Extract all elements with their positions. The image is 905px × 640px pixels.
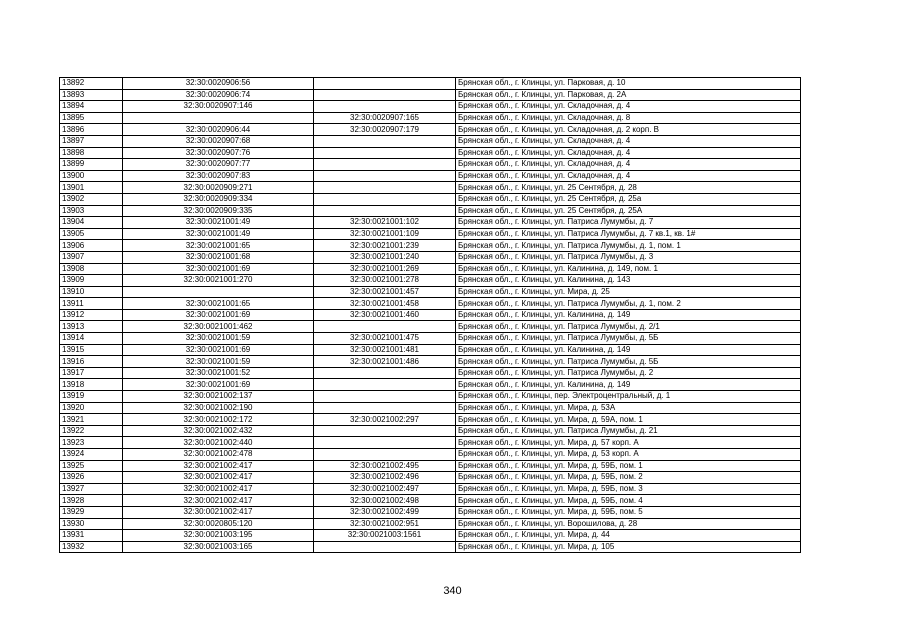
parcel-number-cell xyxy=(314,182,456,194)
table-row xyxy=(60,228,801,240)
cadastral-number-cell: 32:30:0021001:69 xyxy=(123,379,314,391)
address-cell: Брянская обл., г. Клинцы, ул. Складочная, д. 8 xyxy=(456,112,801,124)
cadastral-number-cell: 32:30:0021003:165 xyxy=(123,541,314,553)
table-row xyxy=(60,518,801,530)
table-row xyxy=(60,449,801,461)
cadastral-number-cell: 32:30:0021002:478 xyxy=(123,449,314,461)
cadastral-number-cell: 32:30:0021001:69 xyxy=(123,344,314,356)
cadastral-number-cell: 32:30:0021002:137 xyxy=(123,391,314,403)
cadastral-number-cell: 32:30:0021001:49 xyxy=(123,217,314,229)
cadastral-number-cell: 32:30:0021003:195 xyxy=(123,530,314,542)
cadastral-number-cell: 32:30:0021002:417 xyxy=(123,472,314,484)
parcel-number-cell: 32:30:0021002:497 xyxy=(314,483,456,495)
address-cell: Брянская обл., г. Клинцы, ул. 25 Сентября, д. 28 xyxy=(456,182,801,194)
address-cell: Брянская обл., г. Клинцы, ул. Патриса Лумумбы, д. 7 xyxy=(456,217,801,229)
address-cell: Брянская обл., г. Клинцы, ул. Мира, д. 59Б, пом. 3 xyxy=(456,483,801,495)
address-cell: Брянская обл., г. Клинцы, ул. Складочная, д. 4 xyxy=(456,135,801,147)
cadastral-number-cell: 32:30:0021002:432 xyxy=(123,425,314,437)
parcel-number-cell xyxy=(314,135,456,147)
row-number-cell: 13893 xyxy=(60,89,123,101)
address-cell: Брянская обл., г. Клинцы, ул. Мира, д. 59Б, пом. 5 xyxy=(456,506,801,518)
address-cell: Брянская обл., г. Клинцы, ул. Складочная, д. 4 xyxy=(456,101,801,113)
parcel-number-cell: 32:30:0021001:457 xyxy=(314,286,456,298)
table-row xyxy=(60,356,801,368)
row-number-cell: 13905 xyxy=(60,228,123,240)
address-cell: Брянская обл., г. Клинцы, ул. Калинина, д. 143 xyxy=(456,275,801,287)
row-number-cell: 13907 xyxy=(60,251,123,263)
address-cell: Брянская обл., г. Клинцы, ул. Мира, д. 57 корп. А xyxy=(456,437,801,449)
table-row xyxy=(60,124,801,136)
address-cell: Брянская обл., г. Клинцы, ул. Парковая, д. 2А xyxy=(456,89,801,101)
cadastral-number-cell: 32:30:0020907:146 xyxy=(123,101,314,113)
cadastral-number-cell: 32:30:0020907:68 xyxy=(123,135,314,147)
cadastral-number-cell: 32:30:0021002:172 xyxy=(123,414,314,426)
row-number-cell: 13931 xyxy=(60,530,123,542)
parcel-number-cell: 32:30:0021001:239 xyxy=(314,240,456,252)
table-row xyxy=(60,135,801,147)
address-cell: Брянская обл., г. Клинцы, ул. Патриса Лумумбы, д. 21 xyxy=(456,425,801,437)
cadastral-number-cell: 32:30:0020907:83 xyxy=(123,170,314,182)
cadastral-number-cell xyxy=(123,112,314,124)
table-row xyxy=(60,379,801,391)
property-registry-table xyxy=(59,77,801,553)
cadastral-number-cell: 32:30:0020906:74 xyxy=(123,89,314,101)
row-number-cell: 13928 xyxy=(60,495,123,507)
parcel-number-cell: 32:30:0021001:102 xyxy=(314,217,456,229)
parcel-number-cell xyxy=(314,193,456,205)
row-number-cell: 13892 xyxy=(60,78,123,90)
address-cell: Брянская обл., г. Клинцы, ул. Патриса Лумумбы, д. 2 xyxy=(456,367,801,379)
table-row xyxy=(60,541,801,553)
table-row xyxy=(60,205,801,217)
address-cell: Брянская обл., г. Клинцы, ул. Складочная, д. 4 xyxy=(456,147,801,159)
address-cell: Брянская обл., г. Клинцы, ул. Мира, д. 25 xyxy=(456,286,801,298)
parcel-number-cell xyxy=(314,170,456,182)
table-row xyxy=(60,112,801,124)
row-number-cell: 13903 xyxy=(60,205,123,217)
cadastral-number-cell: 32:30:0020906:56 xyxy=(123,78,314,90)
table-row xyxy=(60,402,801,414)
cadastral-number-cell: 32:30:0020909:271 xyxy=(123,182,314,194)
parcel-number-cell xyxy=(314,402,456,414)
address-cell: Брянская обл., г. Клинцы, ул. Калинина, д. 149, пом. 1 xyxy=(456,263,801,275)
table-row xyxy=(60,367,801,379)
table-row xyxy=(60,170,801,182)
table-row xyxy=(60,483,801,495)
row-number-cell: 13909 xyxy=(60,275,123,287)
parcel-number-cell xyxy=(314,89,456,101)
table-row xyxy=(60,78,801,90)
parcel-number-cell xyxy=(314,541,456,553)
row-number-cell: 13914 xyxy=(60,333,123,345)
table-row xyxy=(60,472,801,484)
parcel-number-cell: 32:30:0021002:498 xyxy=(314,495,456,507)
row-number-cell: 13896 xyxy=(60,124,123,136)
address-cell: Брянская обл., г. Клинцы, ул. Патриса Лумумбы, д. 1, пом. 2 xyxy=(456,298,801,310)
parcel-number-cell xyxy=(314,437,456,449)
cadastral-number-cell xyxy=(123,286,314,298)
row-number-cell: 13921 xyxy=(60,414,123,426)
address-cell: Брянская обл., г. Клинцы, ул. Патриса Лумумбы, д. 7 кв.1, кв. 1# xyxy=(456,228,801,240)
cadastral-number-cell: 32:30:0020909:334 xyxy=(123,193,314,205)
row-number-cell: 13915 xyxy=(60,344,123,356)
cadastral-number-cell: 32:30:0021001:68 xyxy=(123,251,314,263)
table-row xyxy=(60,437,801,449)
address-cell: Брянская обл., г. Клинцы, ул. Мира, д. 53А xyxy=(456,402,801,414)
table-row xyxy=(60,182,801,194)
parcel-number-cell xyxy=(314,78,456,90)
row-number-cell: 13904 xyxy=(60,217,123,229)
row-number-cell: 13922 xyxy=(60,425,123,437)
parcel-number-cell xyxy=(314,205,456,217)
parcel-number-cell: 32:30:0021001:269 xyxy=(314,263,456,275)
cadastral-number-cell: 32:30:0021001:462 xyxy=(123,321,314,333)
address-cell: Брянская обл., г. Клинцы, пер. Электроцентральный, д. 1 xyxy=(456,391,801,403)
parcel-number-cell: 32:30:0021002:499 xyxy=(314,506,456,518)
address-cell: Брянская обл., г. Клинцы, ул. Мира, д. 44 xyxy=(456,530,801,542)
row-number-cell: 13912 xyxy=(60,309,123,321)
table-row xyxy=(60,460,801,472)
parcel-number-cell: 32:30:0021001:486 xyxy=(314,356,456,368)
row-number-cell: 13899 xyxy=(60,159,123,171)
parcel-number-cell: 32:30:0021001:475 xyxy=(314,333,456,345)
cadastral-number-cell: 32:30:0021002:190 xyxy=(123,402,314,414)
parcel-number-cell: 32:30:0021001:481 xyxy=(314,344,456,356)
cadastral-number-cell: 32:30:0021002:417 xyxy=(123,483,314,495)
parcel-number-cell: 32:30:0021002:495 xyxy=(314,460,456,472)
table-row xyxy=(60,298,801,310)
address-cell: Брянская обл., г. Клинцы, ул. Калинина, д. 149 xyxy=(456,309,801,321)
address-cell: Брянская обл., г. Клинцы, ул. Мира, д. 59Б, пом. 4 xyxy=(456,495,801,507)
table-row xyxy=(60,89,801,101)
row-number-cell: 13901 xyxy=(60,182,123,194)
address-cell: Брянская обл., г. Клинцы, ул. Складочная, д. 4 xyxy=(456,170,801,182)
cadastral-number-cell: 32:30:0021002:440 xyxy=(123,437,314,449)
cadastral-number-cell: 32:30:0021001:59 xyxy=(123,333,314,345)
row-number-cell: 13919 xyxy=(60,391,123,403)
table-row xyxy=(60,251,801,263)
row-number-cell: 13924 xyxy=(60,449,123,461)
cadastral-number-cell: 32:30:0021001:69 xyxy=(123,309,314,321)
parcel-number-cell: 32:30:0021001:278 xyxy=(314,275,456,287)
row-number-cell: 13911 xyxy=(60,298,123,310)
row-number-cell: 13913 xyxy=(60,321,123,333)
cadastral-number-cell: 32:30:0021001:270 xyxy=(123,275,314,287)
row-number-cell: 13906 xyxy=(60,240,123,252)
table-row xyxy=(60,425,801,437)
parcel-number-cell: 32:30:0021002:297 xyxy=(314,414,456,426)
table-row xyxy=(60,263,801,275)
row-number-cell: 13927 xyxy=(60,483,123,495)
row-number-cell: 13900 xyxy=(60,170,123,182)
row-number-cell: 13926 xyxy=(60,472,123,484)
table-row xyxy=(60,495,801,507)
row-number-cell: 13929 xyxy=(60,506,123,518)
row-number-cell: 13918 xyxy=(60,379,123,391)
address-cell: Брянская обл., г. Клинцы, ул. Патриса Лумумбы, д. 2/1 xyxy=(456,321,801,333)
table-row xyxy=(60,101,801,113)
address-cell: Брянская обл., г. Клинцы, ул. 25 Сентября, д. 25а xyxy=(456,193,801,205)
row-number-cell: 13898 xyxy=(60,147,123,159)
parcel-number-cell xyxy=(314,425,456,437)
address-cell: Брянская обл., г. Клинцы, ул. Патриса Лумумбы, д. 3 xyxy=(456,251,801,263)
cadastral-number-cell: 32:30:0020907:76 xyxy=(123,147,314,159)
table-row xyxy=(60,506,801,518)
parcel-number-cell xyxy=(314,391,456,403)
table-row xyxy=(60,286,801,298)
parcel-number-cell: 32:30:0021001:240 xyxy=(314,251,456,263)
parcel-number-cell: 32:30:0021002:951 xyxy=(314,518,456,530)
cadastral-number-cell: 32:30:0021001:59 xyxy=(123,356,314,368)
page-number: 340 xyxy=(443,585,462,597)
row-number-cell: 13894 xyxy=(60,101,123,113)
row-number-cell: 13930 xyxy=(60,518,123,530)
parcel-number-cell: 32:30:0020907:165 xyxy=(314,112,456,124)
parcel-number-cell: 32:30:0021002:496 xyxy=(314,472,456,484)
address-cell: Брянская обл., г. Клинцы, ул. Мира, д. 59А, пом. 1 xyxy=(456,414,801,426)
parcel-number-cell xyxy=(314,101,456,113)
parcel-number-cell xyxy=(314,159,456,171)
cadastral-number-cell: 32:30:0020805:120 xyxy=(123,518,314,530)
address-cell: Брянская обл., г. Клинцы, ул. Складочная, д. 2 корп. В xyxy=(456,124,801,136)
row-number-cell: 13923 xyxy=(60,437,123,449)
row-number-cell: 13902 xyxy=(60,193,123,205)
row-number-cell: 13920 xyxy=(60,402,123,414)
address-cell: Брянская обл., г. Клинцы, ул. 25 Сентября, д. 25А xyxy=(456,205,801,217)
table-row xyxy=(60,530,801,542)
address-cell: Брянская обл., г. Клинцы, ул. Парковая, д. 10 xyxy=(456,78,801,90)
parcel-number-cell: 32:30:0021001:458 xyxy=(314,298,456,310)
parcel-number-cell xyxy=(314,449,456,461)
parcel-number-cell xyxy=(314,379,456,391)
cadastral-number-cell: 32:30:0021001:65 xyxy=(123,298,314,310)
table-row xyxy=(60,391,801,403)
parcel-number-cell xyxy=(314,147,456,159)
row-number-cell: 13910 xyxy=(60,286,123,298)
cadastral-number-cell: 32:30:0021001:69 xyxy=(123,263,314,275)
row-number-cell: 13916 xyxy=(60,356,123,368)
table-row xyxy=(60,217,801,229)
address-cell: Брянская обл., г. Клинцы, ул. Мира, д. 105 xyxy=(456,541,801,553)
row-number-cell: 13895 xyxy=(60,112,123,124)
cadastral-number-cell: 32:30:0021001:65 xyxy=(123,240,314,252)
table-row xyxy=(60,147,801,159)
address-cell: Брянская обл., г. Клинцы, ул. Калинина, д. 149 xyxy=(456,379,801,391)
table-row xyxy=(60,193,801,205)
parcel-number-cell xyxy=(314,321,456,333)
cadastral-number-cell: 32:30:0021002:417 xyxy=(123,460,314,472)
row-number-cell: 13917 xyxy=(60,367,123,379)
table-row xyxy=(60,159,801,171)
parcel-number-cell: 32:30:0021001:109 xyxy=(314,228,456,240)
cadastral-number-cell: 32:30:0020909:335 xyxy=(123,205,314,217)
address-cell: Брянская обл., г. Клинцы, ул. Складочная, д. 4 xyxy=(456,159,801,171)
parcel-number-cell: 32:30:0021001:460 xyxy=(314,309,456,321)
address-cell: Брянская обл., г. Клинцы, ул. Калинина, д. 149 xyxy=(456,344,801,356)
registry-table-body xyxy=(60,78,801,553)
parcel-number-cell: 32:30:0021003:1561 xyxy=(314,530,456,542)
cadastral-number-cell: 32:30:0020906:44 xyxy=(123,124,314,136)
cadastral-number-cell: 32:30:0021001:52 xyxy=(123,367,314,379)
table-row xyxy=(60,275,801,287)
row-number-cell: 13932 xyxy=(60,541,123,553)
address-cell: Брянская обл., г. Клинцы, ул. Мира, д. 53 корп. А xyxy=(456,449,801,461)
table-row xyxy=(60,240,801,252)
table-row xyxy=(60,309,801,321)
address-cell: Брянская обл., г. Клинцы, ул. Мира, д. 59Б, пом. 1 xyxy=(456,460,801,472)
table-row xyxy=(60,344,801,356)
cadastral-number-cell: 32:30:0021002:417 xyxy=(123,506,314,518)
parcel-number-cell: 32:30:0020907:179 xyxy=(314,124,456,136)
cadastral-number-cell: 32:30:0020907:77 xyxy=(123,159,314,171)
address-cell: Брянская обл., г. Клинцы, ул. Патриса Лумумбы, д. 5Б xyxy=(456,333,801,345)
row-number-cell: 13925 xyxy=(60,460,123,472)
address-cell: Брянская обл., г. Клинцы, ул. Мира, д. 59Б, пом. 2 xyxy=(456,472,801,484)
cadastral-number-cell: 32:30:0021001:49 xyxy=(123,228,314,240)
address-cell: Брянская обл., г. Клинцы, ул. Патриса Лумумбы, д. 1, пом. 1 xyxy=(456,240,801,252)
table-row xyxy=(60,333,801,345)
address-cell: Брянская обл., г. Клинцы, ул. Ворошилова, д. 28 xyxy=(456,518,801,530)
parcel-number-cell xyxy=(314,367,456,379)
address-cell: Брянская обл., г. Клинцы, ул. Патриса Лумумбы, д. 5Б xyxy=(456,356,801,368)
cadastral-number-cell: 32:30:0021002:417 xyxy=(123,495,314,507)
table-row xyxy=(60,321,801,333)
table-row xyxy=(60,414,801,426)
row-number-cell: 13897 xyxy=(60,135,123,147)
row-number-cell: 13908 xyxy=(60,263,123,275)
